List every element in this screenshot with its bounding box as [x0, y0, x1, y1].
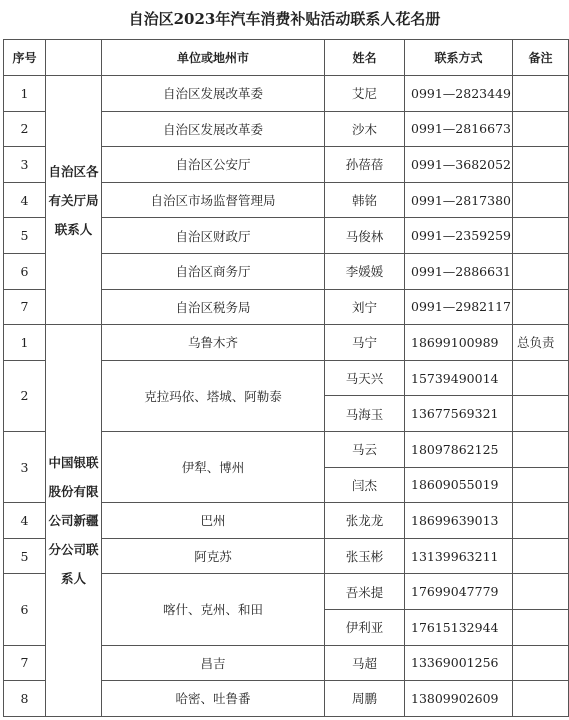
- table-row: [4, 325, 569, 361]
- group-label: 中国银联股份有限公司新疆分公司联系人: [46, 325, 102, 717]
- note-cell: [513, 253, 569, 289]
- unit-cell: 乌鲁木齐: [102, 325, 325, 361]
- unit-cell: 自治区发展改革委: [102, 111, 325, 147]
- name-cell: 张龙龙: [325, 503, 405, 539]
- row-number: 4: [4, 182, 46, 218]
- unit-cell: 哈密、吐鲁番: [102, 681, 325, 717]
- note-cell: [513, 538, 569, 574]
- row-number: 1: [4, 325, 46, 361]
- note-cell: [513, 289, 569, 325]
- contact-cell: 18699100989: [405, 325, 513, 361]
- row-number: 3: [4, 431, 46, 502]
- unit-cell: 喀什、克州、和田: [102, 574, 325, 645]
- name-cell: 马俊林: [325, 218, 405, 254]
- name-cell: 艾尼: [325, 76, 405, 112]
- row-number: 6: [4, 574, 46, 645]
- header-group: [46, 40, 102, 76]
- name-cell: 吾米提: [325, 574, 405, 610]
- contact-cell: 18699639013: [405, 503, 513, 539]
- group-label: 自治区各有关厅局联系人: [46, 76, 102, 325]
- note-cell: [513, 147, 569, 183]
- row-number: 6: [4, 253, 46, 289]
- note-cell: [513, 111, 569, 147]
- note-cell: [513, 218, 569, 254]
- name-cell: 孙蓓蓓: [325, 147, 405, 183]
- contact-cell: 18097862125: [405, 431, 513, 467]
- row-number: 2: [4, 360, 46, 431]
- row-number: 7: [4, 289, 46, 325]
- page-title: 自治区2023年汽车消费补贴活动联系人花名册: [128, 10, 441, 28]
- contact-cell: 0991—2359259: [405, 218, 513, 254]
- unit-cell: 克拉玛依、塔城、阿勒泰: [102, 360, 325, 431]
- row-number: 5: [4, 218, 46, 254]
- name-cell: 韩铭: [325, 182, 405, 218]
- unit-cell: 自治区财政厅: [102, 218, 325, 254]
- name-cell: 李媛媛: [325, 253, 405, 289]
- contact-cell: 13369001256: [405, 645, 513, 681]
- contact-cell: 0991—2816673: [405, 111, 513, 147]
- name-cell: 马天兴: [325, 360, 405, 396]
- contact-cell: 0991—3682052: [405, 147, 513, 183]
- header-name: 姓名: [325, 40, 405, 76]
- contact-cell: 13139963211: [405, 538, 513, 574]
- row-number: 2: [4, 111, 46, 147]
- note-cell: [513, 467, 569, 503]
- header-note: 备注: [513, 40, 569, 76]
- unit-cell: 巴州: [102, 503, 325, 539]
- note-cell: [513, 360, 569, 396]
- unit-cell: 阿克苏: [102, 538, 325, 574]
- name-cell: 马海玉: [325, 396, 405, 432]
- name-cell: 刘宁: [325, 289, 405, 325]
- row-number: 3: [4, 147, 46, 183]
- note-cell: [513, 503, 569, 539]
- header-contact: 联系方式: [405, 40, 513, 76]
- header-unit: 单位或地州市: [102, 40, 325, 76]
- contact-cell: 0991—2823449: [405, 76, 513, 112]
- unit-cell: 伊犁、博州: [102, 431, 325, 502]
- note-cell: [513, 182, 569, 218]
- unit-cell: 自治区市场监督管理局: [102, 182, 325, 218]
- note-cell: 总负责: [513, 325, 569, 361]
- unit-cell: 自治区公安厅: [102, 147, 325, 183]
- contact-cell: 0991—2817380: [405, 182, 513, 218]
- note-cell: [513, 609, 569, 645]
- name-cell: 伊利亚: [325, 609, 405, 645]
- header-no: 序号: [4, 40, 46, 76]
- note-cell: [513, 76, 569, 112]
- unit-cell: 昌吉: [102, 645, 325, 681]
- note-cell: [513, 645, 569, 681]
- row-number: 5: [4, 538, 46, 574]
- name-cell: 闫杰: [325, 467, 405, 503]
- name-cell: 马超: [325, 645, 405, 681]
- table-row: [4, 76, 569, 112]
- header-row: [4, 40, 569, 76]
- row-number: 8: [4, 681, 46, 717]
- contact-cell: 18609055019: [405, 467, 513, 503]
- contact-cell: 17699047779: [405, 574, 513, 610]
- contact-cell: 15739490014: [405, 360, 513, 396]
- contact-cell: 13677569321: [405, 396, 513, 432]
- name-cell: 张玉彬: [325, 538, 405, 574]
- contact-cell: 17615132944: [405, 609, 513, 645]
- name-cell: 沙木: [325, 111, 405, 147]
- name-cell: 马云: [325, 431, 405, 467]
- contact-cell: 0991—2982117: [405, 289, 513, 325]
- unit-cell: 自治区发展改革委: [102, 76, 325, 112]
- row-number: 4: [4, 503, 46, 539]
- unit-cell: 自治区商务厅: [102, 253, 325, 289]
- note-cell: [513, 574, 569, 610]
- note-cell: [513, 396, 569, 432]
- row-number: 1: [4, 76, 46, 112]
- note-cell: [513, 681, 569, 717]
- row-number: 7: [4, 645, 46, 681]
- name-cell: 马宁: [325, 325, 405, 361]
- contact-cell: 13809902609: [405, 681, 513, 717]
- note-cell: [513, 431, 569, 467]
- contact-cell: 0991—2886631: [405, 253, 513, 289]
- unit-cell: 自治区税务局: [102, 289, 325, 325]
- name-cell: 周鹏: [325, 681, 405, 717]
- contact-table: [3, 39, 569, 717]
- table-body: [4, 76, 569, 717]
